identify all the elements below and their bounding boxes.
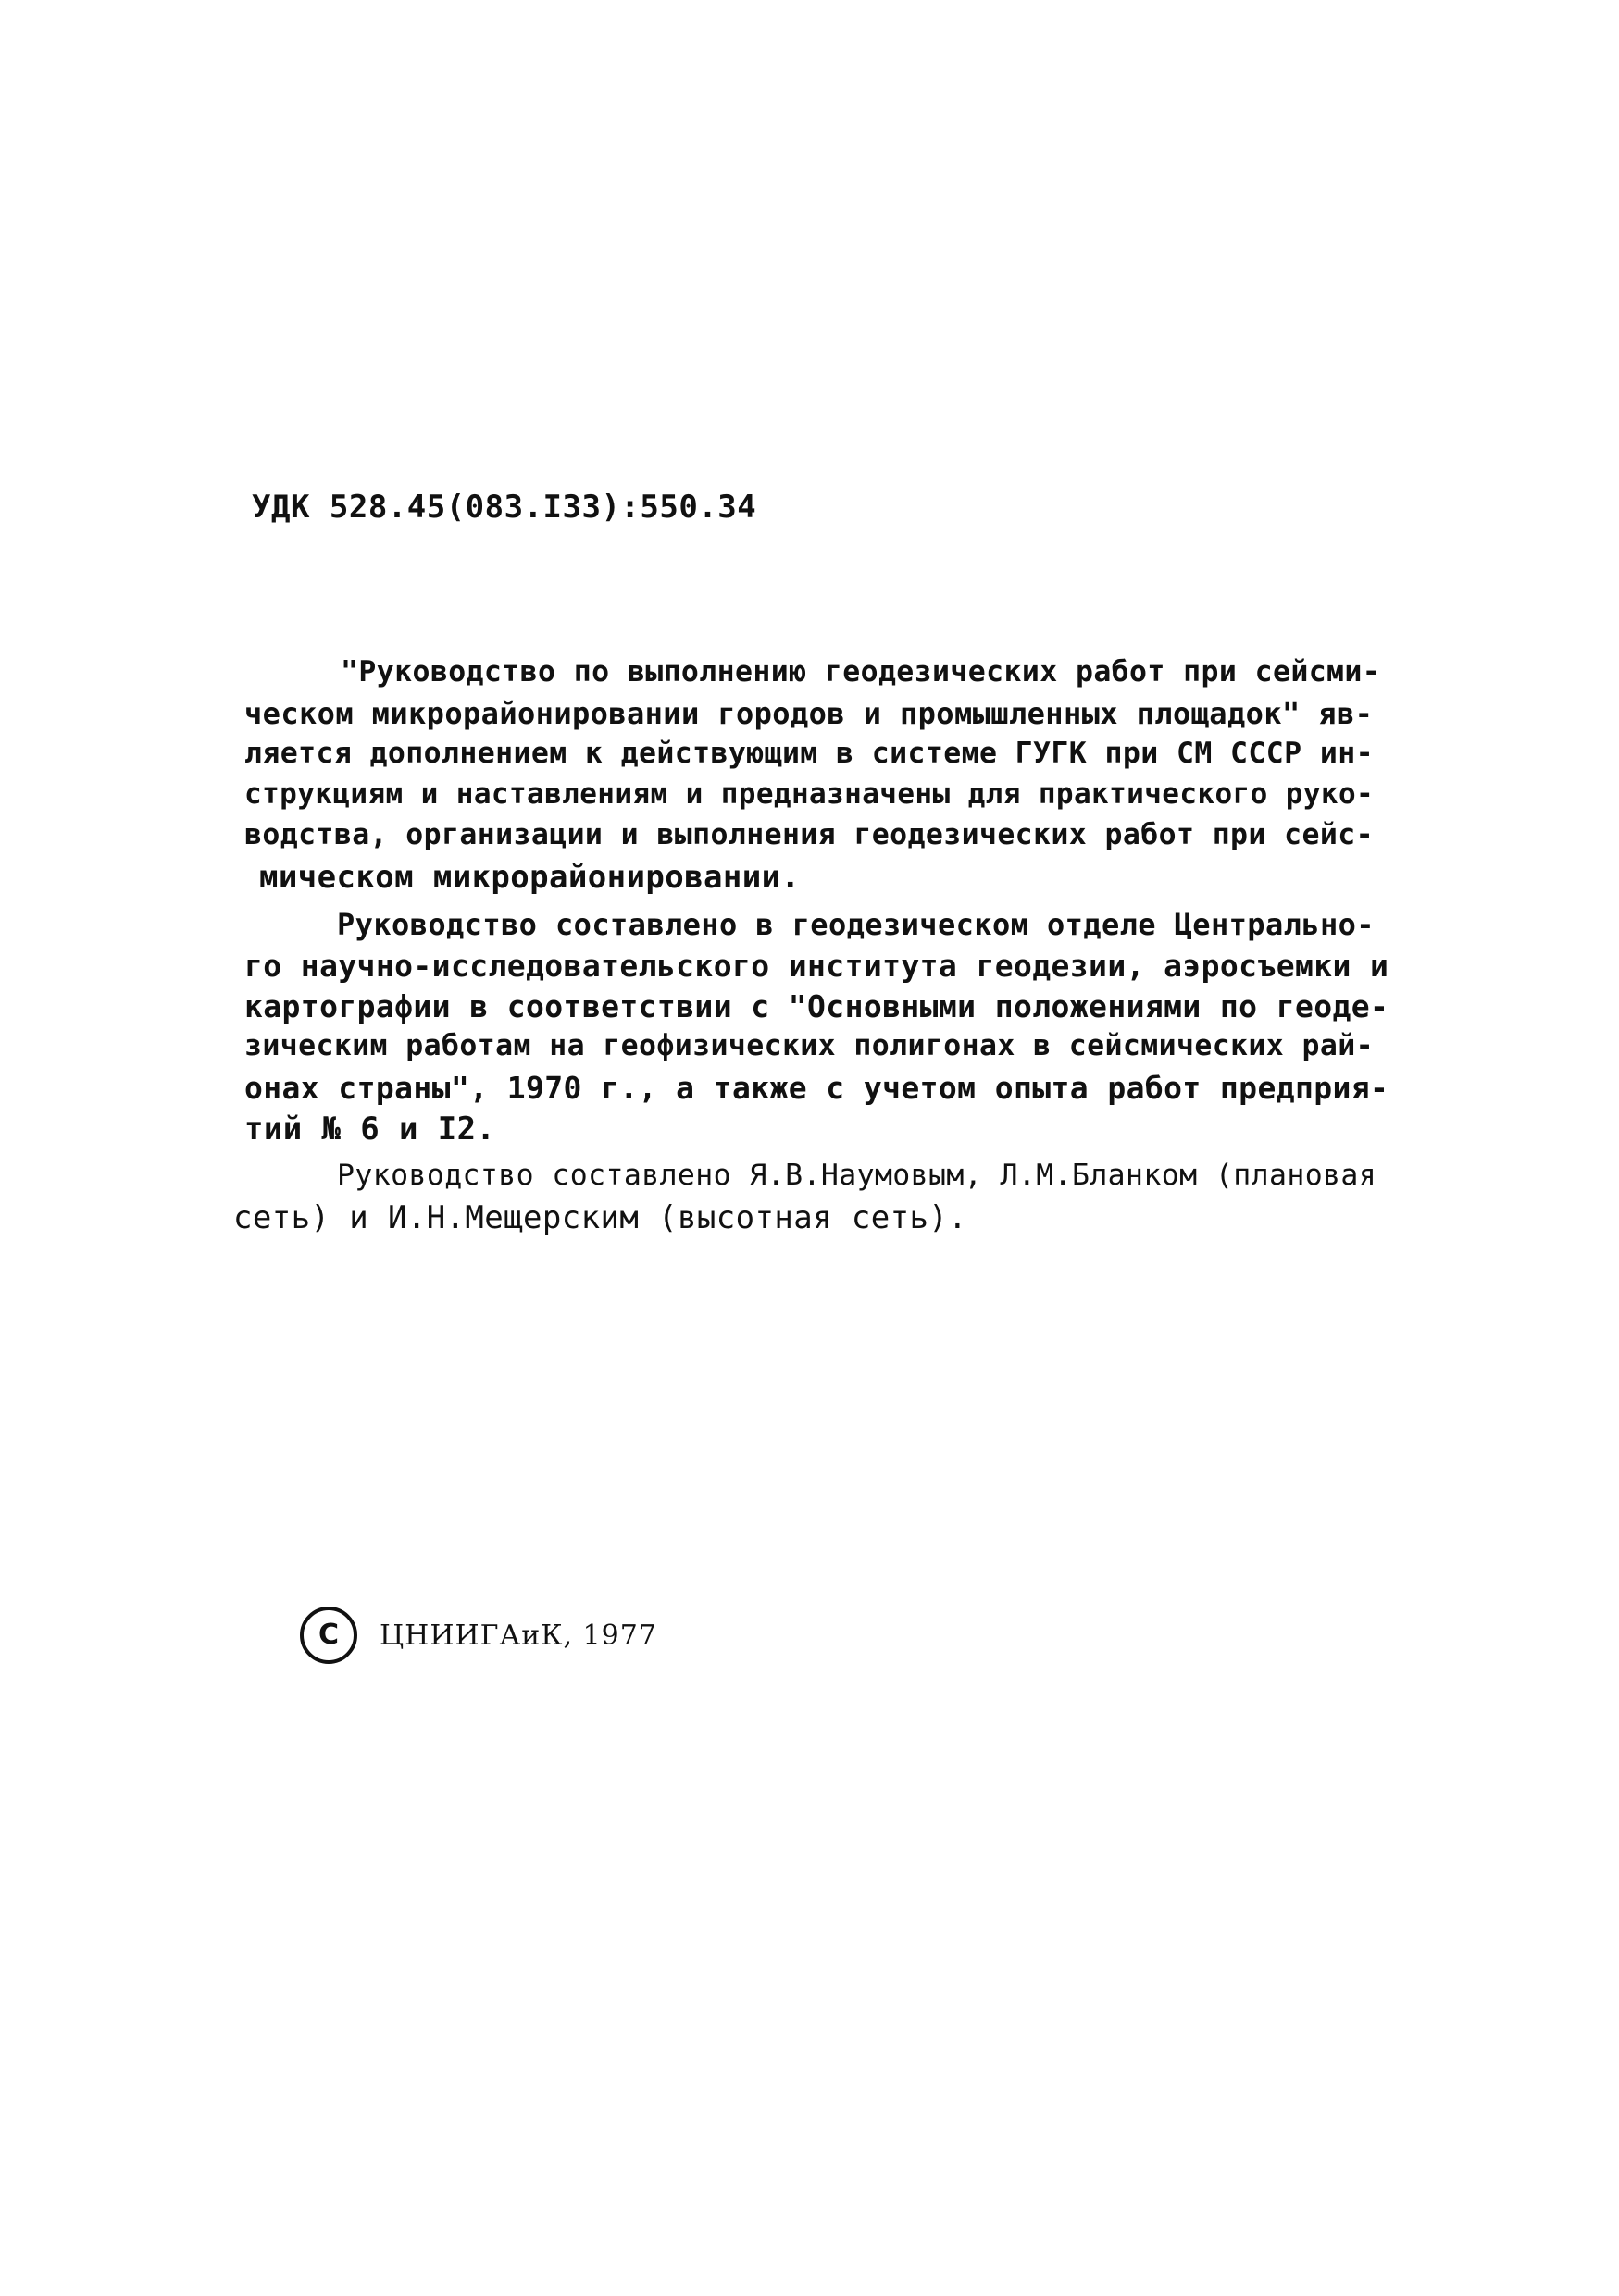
udk-code: УДК 528.45(083.I33):550.34 [252,489,757,526]
copyright-icon: С [300,1607,357,1664]
paragraph-1-line-5: водства, организации и выполнения геодезических работ при сейс- [244,818,1374,851]
paragraph-2-line-4: зическим работам на геофизических полигонах в сейсмических рай- [244,1029,1374,1062]
paragraph-2-line-1: Руководство составлено в геодезическом отделе Центрально- [337,907,1375,942]
paragraph-1-line-1: "Руководство по выполнению геодезических работ при сейсми- [341,655,1381,689]
paragraph-1-line-6: мическом микрорайонировании. [259,859,801,896]
paragraph-1-line-4: струкциям и наставлениям и предназначены для практического руко- [244,777,1375,811]
paragraph-1-line-3: ляется дополнением к действующим в системе ГУГК при СМ СССР ин- [244,737,1374,770]
paragraph-3-line-1: Руководство составлено Я.В.Наумовым, Л.М.Бланком (плановая [337,1159,1377,1192]
paragraph-2-line-6: тий № 6 и I2. [244,1111,496,1148]
paragraph-2-line-3: картографии в соответствии с "Основными положениями по геоде- [244,988,1389,1024]
paragraph-2-line-5: онах страны", 1970 г., а также с учетом опыта работ предприя- [244,1070,1389,1106]
copyright-text: ЦНИИГАиК, 1977 [380,1620,657,1652]
paragraph-1-line-2: ческом микрорайонировании городов и промышленных площадок" яв- [244,696,1374,731]
paragraph-2-line-2: го научно-исследовательского института геодезии, аэросъемки и [244,948,1389,984]
paragraph-3-line-2: сеть) и И.Н.Мещерским (высотная сеть). [233,1199,968,1236]
